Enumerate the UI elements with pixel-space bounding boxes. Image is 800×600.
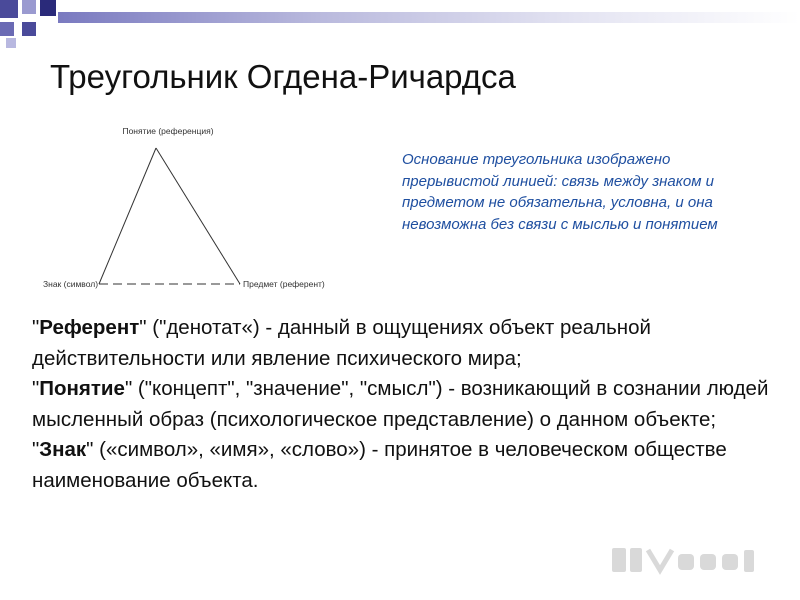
decor-square — [22, 0, 36, 14]
term: Понятие — [39, 377, 125, 400]
term: Референт — [39, 316, 140, 339]
right-vertex-label: Предмет (референт) — [243, 279, 325, 289]
decor-square — [0, 0, 18, 18]
triangle-note: Основание треугольника изображено прерывистой линией: связь между знаком и предметом не обязательна, условна, и она невозможна без связи с мыслью и понятием — [402, 151, 718, 233]
triangle-left-edge — [99, 148, 156, 284]
left-vertex-label: Знак (символ) — [43, 279, 99, 289]
watermark-icon — [608, 540, 768, 580]
decor-square — [0, 22, 14, 36]
decor-square — [6, 38, 16, 48]
decor-square — [40, 0, 56, 16]
triangle-right-edge — [156, 148, 240, 284]
slide-title: Треугольник Огдена-Ричардса — [50, 58, 516, 95]
header-gradient-bar — [58, 12, 800, 23]
definition-referent: "Референт" ("денотат«) - данный в ощущениях объект реальной действительности или явление психического мира; — [32, 316, 651, 370]
definition-concept: "Понятие" ("концепт", "значение", "смысл") - возникающий в сознании людей мысленный образ (психологическое представление) о данном объекте; — [32, 377, 769, 431]
definitions-block — [32, 313, 772, 496]
ogden-richards-triangle — [40, 120, 340, 295]
definition-sign: "Знак" («символ», «имя», «слово») - принятое в человеческом обществе наименование объекта. — [32, 438, 727, 492]
term: Знак — [39, 438, 87, 461]
apex-label: Понятие (референция) — [122, 126, 214, 136]
decor-square — [22, 22, 36, 36]
